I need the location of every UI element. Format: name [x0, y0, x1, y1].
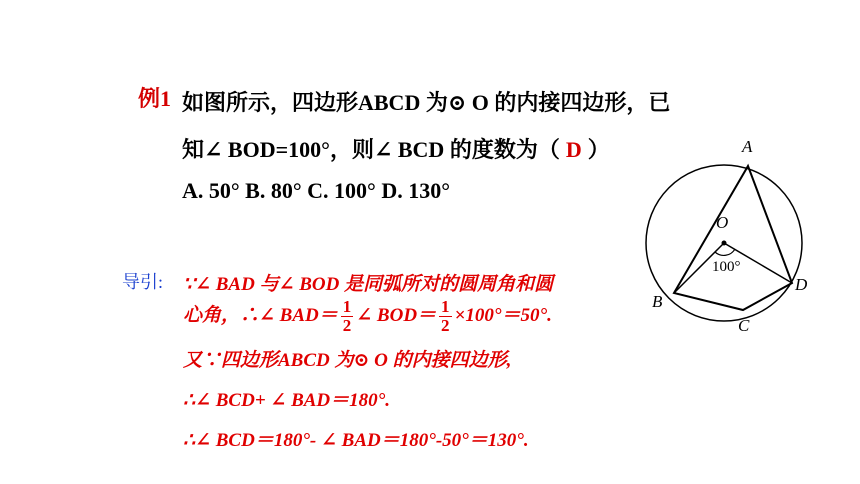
- label-c: C: [738, 316, 750, 335]
- fraction-numerator: 1: [342, 297, 352, 316]
- solution-line-2c: ×100°＝50°.: [454, 304, 552, 326]
- solution-line-2: [183, 298, 552, 335]
- solution-line-2a: 心角，∴∠ BAD＝: [183, 304, 338, 326]
- fraction-denominator: 2: [441, 316, 450, 335]
- question-line-2: [182, 133, 610, 164]
- center-point: [722, 241, 727, 246]
- question-line-1: 如图所示，四边形ABCD 为⊙ O 的内接四边形，已: [182, 90, 671, 115]
- solution-line-5: ∴∠ BCD＝180°- ∠ BAD＝180°-50°＝130°.: [183, 430, 529, 451]
- label-o: O: [716, 213, 729, 232]
- guide-label: 导引:: [122, 272, 164, 292]
- question-line-2-text: 知∠ BOD=100°，则∠ BCD 的度数为（: [182, 137, 560, 162]
- label-a: A: [742, 137, 753, 156]
- geometry-figure: [630, 135, 830, 335]
- label-d: D: [795, 275, 808, 294]
- example-label: 例1: [138, 86, 172, 111]
- fraction-half-1: [341, 298, 354, 335]
- fraction-denominator: 2: [342, 316, 352, 335]
- solution-line-2b: ∠ BOD＝: [356, 304, 437, 326]
- angle-label-100: 100°: [712, 259, 741, 275]
- solution-line-4: ∴∠ BCD+ ∠ BAD＝180°.: [183, 390, 390, 411]
- label-b: B: [652, 292, 663, 311]
- quadrilateral-abcd: [674, 166, 792, 310]
- solution-line-1: ∵∠ BAD 与∠ BOD 是同弧所对的圆周角和圆: [183, 274, 554, 295]
- fraction-half-2: [439, 298, 452, 335]
- fraction-numerator: 1: [441, 297, 450, 316]
- solution-line-3: 又∵四边形ABCD 为⊙ O 的内接四边形,: [183, 350, 512, 371]
- answer-choices: A. 50° B. 80° C. 100° D. 130°: [182, 178, 451, 203]
- question-line-2-close: ）: [587, 137, 610, 162]
- answer-mark: D: [565, 137, 582, 162]
